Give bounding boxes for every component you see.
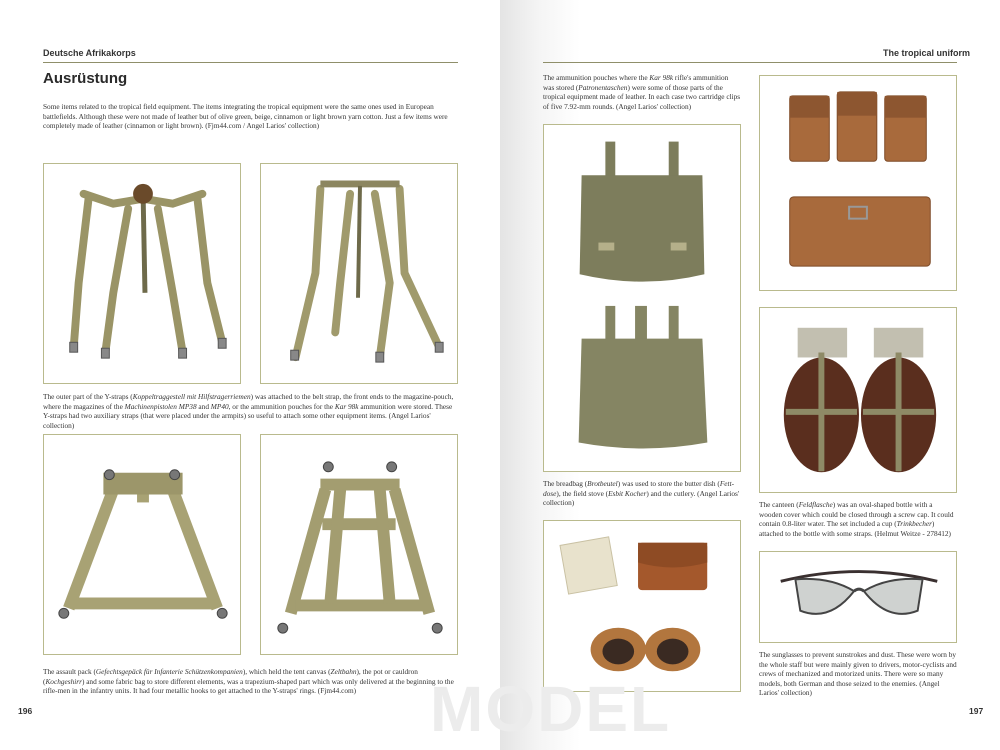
header-rule <box>43 62 458 63</box>
caption-ammo-pouches: The ammunition pouches where the Kar 98k rifle's ammunition was stored (Patronentaschen) were some of those parts of the tropical equipment made of leather. In each case two cartridge clips of five 7.92-mm rounds. (Angel Larios' collection) <box>543 73 741 111</box>
ystraps-image <box>44 164 240 383</box>
page-number-left: 196 <box>18 706 33 716</box>
photo-sunglasses <box>759 551 957 643</box>
running-head-right: The tropical uniform <box>883 48 971 58</box>
caption-assault-pack: The assault pack (Gefechtsgepäck für Infanterie Schützenkompanien), which held the tent canvas (Zeltbahn), the pot or cauldron (Kochgeshirr) and some fabric bag to store different elements, was a trapezium-shaped part which was only delivered at the beginning to the rifle-men in the infantry units. It had four metallic hooks to get attached to the Y-straps' rings. (Fjm44.com) <box>43 667 454 695</box>
header-rule-right <box>543 62 957 63</box>
assault-pack-back-image <box>261 435 457 654</box>
canteen-image <box>760 308 956 492</box>
photo-ystraps-back <box>260 163 458 384</box>
caption-breadbag: The breadbag (Brotbeutel) was used to store the butter dish (Fett-dose), the field stove (Esbit Kocher) and the cutlery. (Angel Larios' collection) <box>543 479 740 507</box>
photo-ammo-pouches <box>759 75 957 291</box>
page-title: Ausrüstung <box>43 70 128 87</box>
caption-sunglasses: The sunglasses to prevent sunstrokes and dust. These were worn by the whole staff but were mainly given to drivers, motor-cyclists and crews of mechanized and motorized units. There were so many models, both German and those seized to the enemies. (Angel Larios' collection) <box>759 650 957 697</box>
watermark-logo: MODEL <box>430 673 672 745</box>
assault-pack-image <box>44 435 240 654</box>
page-number-right: 197 <box>969 706 984 716</box>
breadbag-image <box>544 125 740 471</box>
photo-ystraps-front <box>43 163 241 384</box>
right-page <box>500 0 1000 750</box>
photo-goggles-case <box>543 520 741 692</box>
photo-assault-pack-front <box>43 434 241 655</box>
caption-ystraps: The outer part of the Y-straps (Koppeltraggestell mit Hilfstragerriemen) was attached to the belt strap, the front ends to the magazine-pouch, where the magazines of the Machinenpistolen MP38 and MP40, or the ammunition pouches for the Kar 98k ammunition were stored. These Y-straps had two auxiliary straps (that were placed under the armpits) so useful to attach some other equipment items. (Angel Larios' collection) <box>43 392 454 430</box>
ystraps-back-image <box>261 164 457 383</box>
photo-assault-pack-back <box>260 434 458 655</box>
ammo-pouches-image <box>760 76 956 290</box>
photo-breadbag <box>543 124 741 472</box>
running-head-left: Deutsche Afrikakorps <box>43 48 136 58</box>
sunglasses-image <box>760 552 956 642</box>
caption-canteen: The canteen (Feldflasche) was an oval-shaped bottle with a wooden cover which could be closed through a screw cap. It could contain 0.8-liter water. The set included a cup (Trinkbecher) attached to the bottle with some straps. (Helmut Weitze - 278412) <box>759 500 954 538</box>
photo-canteen <box>759 307 957 493</box>
intro-paragraph: Some items related to the tropical field equipment. The items integrating the tropical equipment were the same ones used in European battlefields. Although these were not made of leather but of olive green, beige, cinnamon or light brown yarn cotton. Just a few items were completely made of leather (cinnamon or light brown). (Fjm44.com / Angel Larios' collection) <box>43 102 448 130</box>
goggles-case-image <box>544 521 740 691</box>
